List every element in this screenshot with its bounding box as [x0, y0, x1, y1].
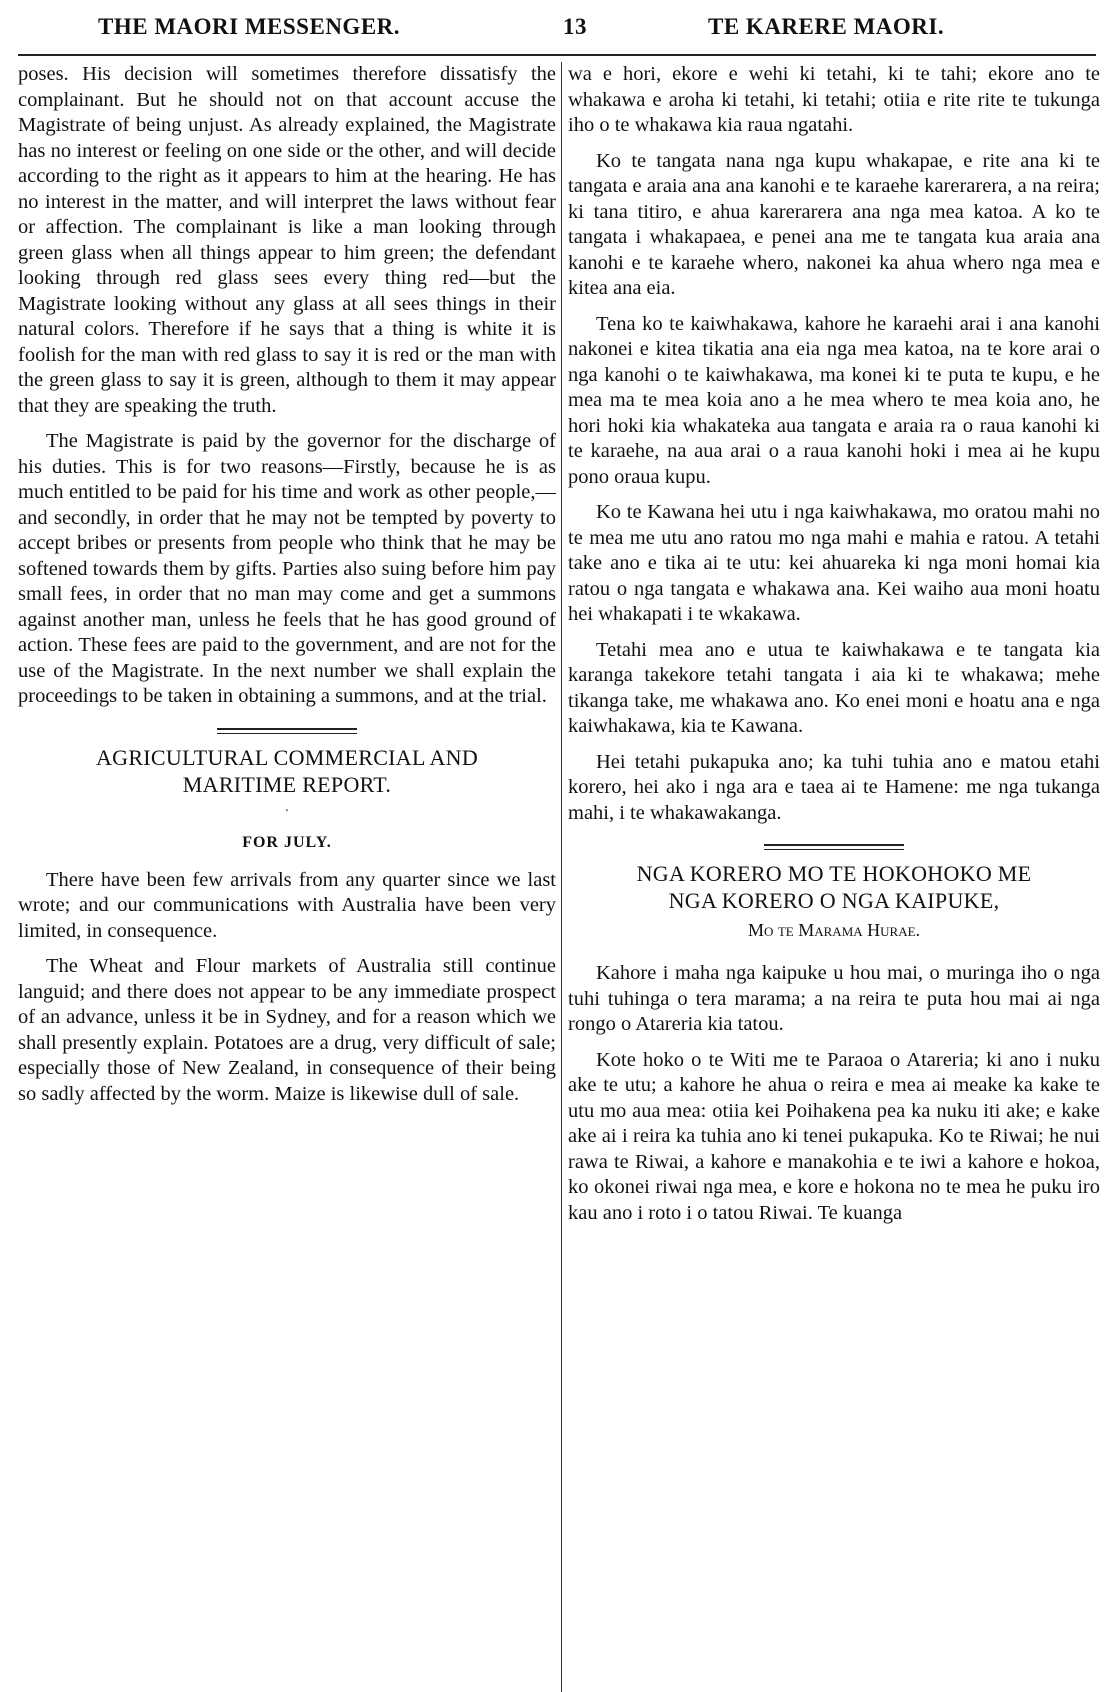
page-number: 13: [563, 14, 587, 39]
page-header: [0, 0, 1114, 58]
article-paragraph: Tetahi mea ano e utua te kaiwhakawa e te tangata kia karanga takekore tetahi tangata i aia ki te whakawa; mehe tikanga take, me whakawa ano. Ko enei moni e hoatu ana e nga kaiwhakawa, kia te Kawana.: [568, 638, 1100, 737]
ornament-dot: ·: [284, 803, 290, 819]
article-paragraph: wa e hori, ekore e wehi ki tetahi, ki te tahi; ekore ano te whakawa e aroha ki tetahi, ki tetahi; otiia e rite rite te tukunga iho o te whakawa kia raua ngatahi.: [568, 63, 1100, 136]
report-paragraph: There have been few arrivals from any quarter since we last wrote; and our communications with Australia have been very limited, in consequence.: [18, 868, 556, 942]
section-subtitle: FOR JULY.: [242, 833, 332, 851]
article-paragraph: poses. His decision will sometimes therefore dissatisfy the complainant. But he should not on that account accuse the Magistrate of being unjust. As already explained, the Magistrate has no interest or feeling on one side or the other, and will decide according to the right as it appears to him at the hearing. He has no interest in the matter, and will interpret the laws without fear or affection. The complainant is like a man looking through green glass when all things appear to him green; the defendant looking through red glass sees every thing red—but the Magistrate looking without any glass at all sees things in their natural colors. Therefore if he says that a thing is white it is foolish for the man with red glass to say it is red or the man with the green glass to say it is green, although to them it may appear that they are speaking the truth.: [18, 63, 556, 417]
section-separator: [764, 844, 904, 850]
report-paragraph: Kahore i maha nga kaipuke u hou mai, o muringa iho o nga tuhi tuhinga o tera marama; a na reira te puta hou mai ai nga rongo o Atareria kia tatou.: [568, 962, 1100, 1035]
header-title-english: THE MAORI MESSENGER.: [98, 14, 401, 39]
english-column: [18, 62, 556, 1692]
report-paragraph: Kote hoko o te Witi me te Paraoa o Atareria; ki ano i nuku ake te utu; a kahore he ahua o reira e mea ai meake ka kake te utu mo aua mea: otiia kei Poihakena pea ka nuku iti ake; e kake ake ai i reira ka tuhia ano ki tenei pukapuka. Ko te Riwai; he nui rawa te Riwai, a kahore e manakohia e te iwi a kahore e hokoa, ko okonei riwai nga mea, e kore e hokona no te mea he puku iro kau ano i roto i o tatou Riwai. Te kuanga: [568, 1048, 1100, 1224]
article-paragraph: Ko te tangata nana nga kupu whakapae, e rite ana ki te tangata e araia ana ana kanohi e te karaehe karerarera, a na reira; ki tana titiro, e ahua karerarera ana nga mea katoa. A ko te tangata i whakapaea, e penei ana me te tangata kua araia ana kanohi e te karaehe whero, nakonei ka ahua whero nga mea e kitea ana eia.: [568, 149, 1100, 299]
section-subtitle: Mo te Marama Hurae.: [747, 920, 921, 940]
section-title-line: MARITIME REPORT.: [182, 771, 392, 797]
column-divider: [561, 62, 562, 1692]
section-title-line: AGRICULTURAL COMMERCIAL AND: [95, 744, 479, 770]
maori-column: [568, 62, 1100, 1692]
header-title-maori: TE KARERE MAORI.: [708, 14, 945, 39]
header-rule: [18, 54, 1096, 56]
article-paragraph: The Magistrate is paid by the governor for the discharge of his duties. This is for two reasons—Firstly, because he is as much entitled to be paid for his time and work as other people,—and secondly, in order that he may not be tempted by poverty to accept bribes or presents from people who think that he may be softened towards them by gifts. Parties also suing before him pay small fees, in order that no man may come and get a summons against another man, unless he feels that he has good ground of action. These fees are paid to the government, and are not for the use of the Magistrate. In the next number we shall explain the proceedings to be taken in obtaining a summons, and at the trial.: [18, 430, 556, 707]
section-title: [568, 860, 1100, 914]
article-paragraph: Tena ko te kaiwhakawa, kahore he karaehi arai i ana kanohi nakonei e kitea tikatia ana eia nga mea katoa, na te kore arai o nga kanohi o te kaiwhakawa, ma konei ki te puta te kupu, e he mea ma te mea koia ano a he mea whero te mea koia ano, he hori hoki kia whakateka aua tangata e araia ra o raua kanohi ki te karaehe, na aua arai o a raua kanohi hoki i mea ai he kupu pono oraua kupu.: [568, 312, 1100, 488]
report-paragraph: The Wheat and Flour markets of Australia still continue languid; and there does not appear to be any immediate prospect of an advance, unless it be in Sydney, and for a reason which we shall presently explain. Potatoes are a drug, very difficult of sale; especially those of New Zealand, in consequence of their being so sadly affected by the worm. Maize is likewise dull of sale.: [18, 955, 556, 1105]
article-paragraph: Ko te Kawana hei utu i nga kaiwhakawa, mo oratou mahi no te mea me utu ano ratou mo nga mahi e mahia e ratou. A tetahi take ano e tika ai te utu: kei ahuareka ki nga moni homai kia ratou o nga tangata e whakawa ana. Kei waiho aua moni hoatu hei whakapati i te wkakawa.: [568, 501, 1100, 625]
section-title: [18, 744, 556, 798]
section-title-line: NGA KORERO MO TE HOKOHOKO ME: [636, 861, 1032, 886]
section-separator: [217, 728, 357, 734]
section-title-line: NGA KORERO O NGA KAIPUKE,: [668, 888, 1000, 913]
article-paragraph: Hei tetahi pukapuka ano; ka tuhi tuhia ano e matou etahi korero, hei ako i nga ara e taea ai te Hamene: me nga tukanga mahi, i te whakawakanga.: [568, 750, 1100, 824]
